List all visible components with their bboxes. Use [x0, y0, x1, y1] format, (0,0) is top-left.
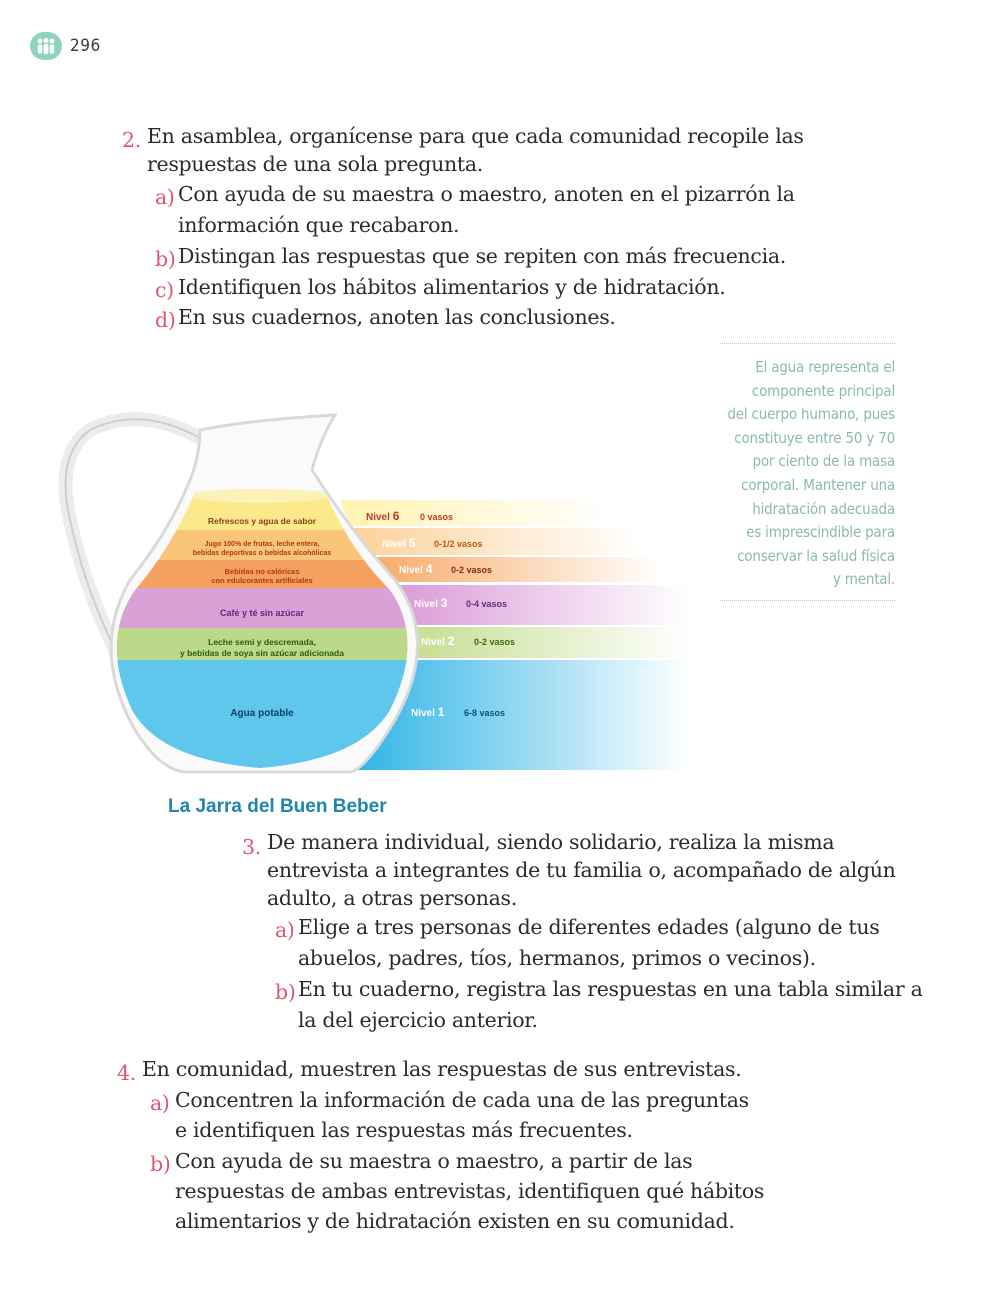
item-letter: a) — [150, 1091, 170, 1115]
sidenote-box — [720, 343, 895, 601]
layer-label-6: Refrescos y agua de sabor — [207, 516, 317, 526]
item-text: Con ayuda de su maestra o maestro, anoten en el pizarrón la — [178, 182, 795, 206]
item-text: alimentarios y de hidratación existen en su comunidad. — [175, 1209, 735, 1233]
layer-label-2a: Leche semi y descremada, — [208, 637, 316, 647]
question-number: 2. — [122, 128, 141, 152]
level-number: 6 — [392, 509, 400, 523]
glasses-2: 0-2 vasos — [474, 637, 516, 647]
level-word: Nivel — [414, 599, 438, 610]
item-text: Identifiquen los hábitos alimentarios y de hidratación. — [178, 275, 726, 299]
sidenote-line: El agua representa el — [755, 358, 895, 376]
glasses-3: 0-4 vasos — [466, 599, 508, 609]
layer-label-5b: bebidas deportivas o bebidas alcohólicas — [192, 550, 332, 557]
sidenote-line: corporal. Mantener una — [741, 475, 895, 494]
item-letter: b) — [275, 980, 296, 1004]
svg-text:Nivel 5 — [382, 536, 416, 550]
page-header — [30, 32, 101, 60]
page-number: 296 — [70, 36, 101, 56]
glasses-1: 6-8 vasos — [464, 708, 506, 718]
sidenote-line: conservar la salud física — [737, 546, 895, 565]
item-text: e identifiquen las respuestas más frecuentes. — [175, 1118, 633, 1142]
svg-text:Nivel 2 — [421, 634, 455, 648]
level-word: Nivel — [411, 708, 435, 719]
level-word: Nivel — [421, 637, 445, 648]
item-letter: a) — [155, 185, 175, 209]
item-text: En tu cuaderno, registra las respuestas en una tabla similar a — [298, 977, 923, 1001]
community-people-icon — [30, 32, 62, 60]
sidenote-text — [720, 356, 895, 592]
svg-text:Nivel 6 — [366, 509, 400, 523]
question-number: 4. — [117, 1061, 136, 1085]
sidenote-line: componente principal — [751, 381, 895, 400]
svg-text:Nivel 4 — [399, 562, 433, 576]
layer-label-2b: y bebidas de soya sin azúcar adicionada — [180, 648, 344, 658]
sidenote-line: es imprescindible para — [746, 523, 895, 542]
layer-label-4b: con edulcorantes artificiales — [211, 576, 313, 585]
svg-text:Nivel 3 — [414, 596, 448, 610]
layer-label-5a: Jugo 100% de frutas, leche entera, — [204, 541, 320, 548]
item-text: Con ayuda de su maestra o maestro, a partir de las — [175, 1149, 693, 1173]
item-text: Concentren la información de cada una de las preguntas — [175, 1088, 749, 1112]
level-number: 2 — [447, 634, 455, 648]
glasses-4: 0-2 vasos — [451, 565, 493, 575]
item-text: información que recabaron. — [178, 213, 460, 237]
sidenote-line: y mental. — [832, 570, 895, 589]
figure-caption: La Jarra del Buen Beber — [168, 796, 387, 817]
level-word: Nivel — [399, 565, 423, 576]
sidenote-line: constituye entre 50 y 70 — [734, 428, 895, 447]
question-text: En comunidad, muestren las respuestas de sus entrevistas. — [142, 1057, 742, 1081]
item-letter: b) — [150, 1152, 171, 1176]
level-number: 1 — [437, 705, 445, 719]
item-text: la del ejercicio anterior. — [298, 1008, 538, 1032]
item-text: abuelos, padres, tíos, hermanos, primos o vecinos). — [298, 946, 816, 970]
glasses-5: 0-1/2 vasos — [434, 539, 483, 549]
item-letter: b) — [155, 247, 176, 271]
level-word: Nivel — [382, 539, 406, 550]
item-letter: a) — [275, 918, 295, 942]
layer-label-1: Agua potable — [230, 708, 294, 719]
question-number: 3. — [242, 835, 261, 859]
level-word: Nivel — [366, 512, 390, 523]
glasses-6: 0 vasos — [420, 512, 454, 522]
sidenote-line: del cuerpo humano, pues — [727, 405, 895, 424]
item-letter: d) — [155, 308, 176, 332]
item-text: En sus cuadernos, anoten las conclusiones. — [178, 305, 616, 329]
item-text: respuestas de ambas entrevistas, identifiquen qué hábitos — [175, 1179, 765, 1203]
question-text: De manera individual, siendo solidario, realiza la misma — [267, 830, 835, 854]
jar-illustration — [50, 400, 710, 780]
level-number: 5 — [408, 536, 416, 550]
question-text: En asamblea, organícense para que cada comunidad recopile las — [147, 124, 804, 148]
svg-text:Nivel 1 — [411, 705, 445, 719]
question-text: adulto, a otras personas. — [267, 886, 517, 910]
item-letter: c) — [155, 278, 174, 302]
question-text: respuestas de una sola pregunta. — [147, 152, 483, 176]
sidenote-line: hidratación adecuada — [752, 499, 895, 518]
level-number: 3 — [440, 596, 448, 610]
level-number: 4 — [425, 562, 433, 576]
layer-label-3: Café y té sin azúcar — [219, 608, 305, 618]
sidenote-line: por ciento de la masa — [752, 452, 895, 471]
layer-label-4a: Bebidas no calóricas — [224, 567, 300, 576]
question-text: entrevista a integrantes de tu familia o, acompañado de algún — [267, 858, 896, 882]
item-text: Elige a tres personas de diferentes edades (alguno de tus — [298, 915, 880, 939]
item-text: Distingan las respuestas que se repiten con más frecuencia. — [178, 244, 787, 268]
